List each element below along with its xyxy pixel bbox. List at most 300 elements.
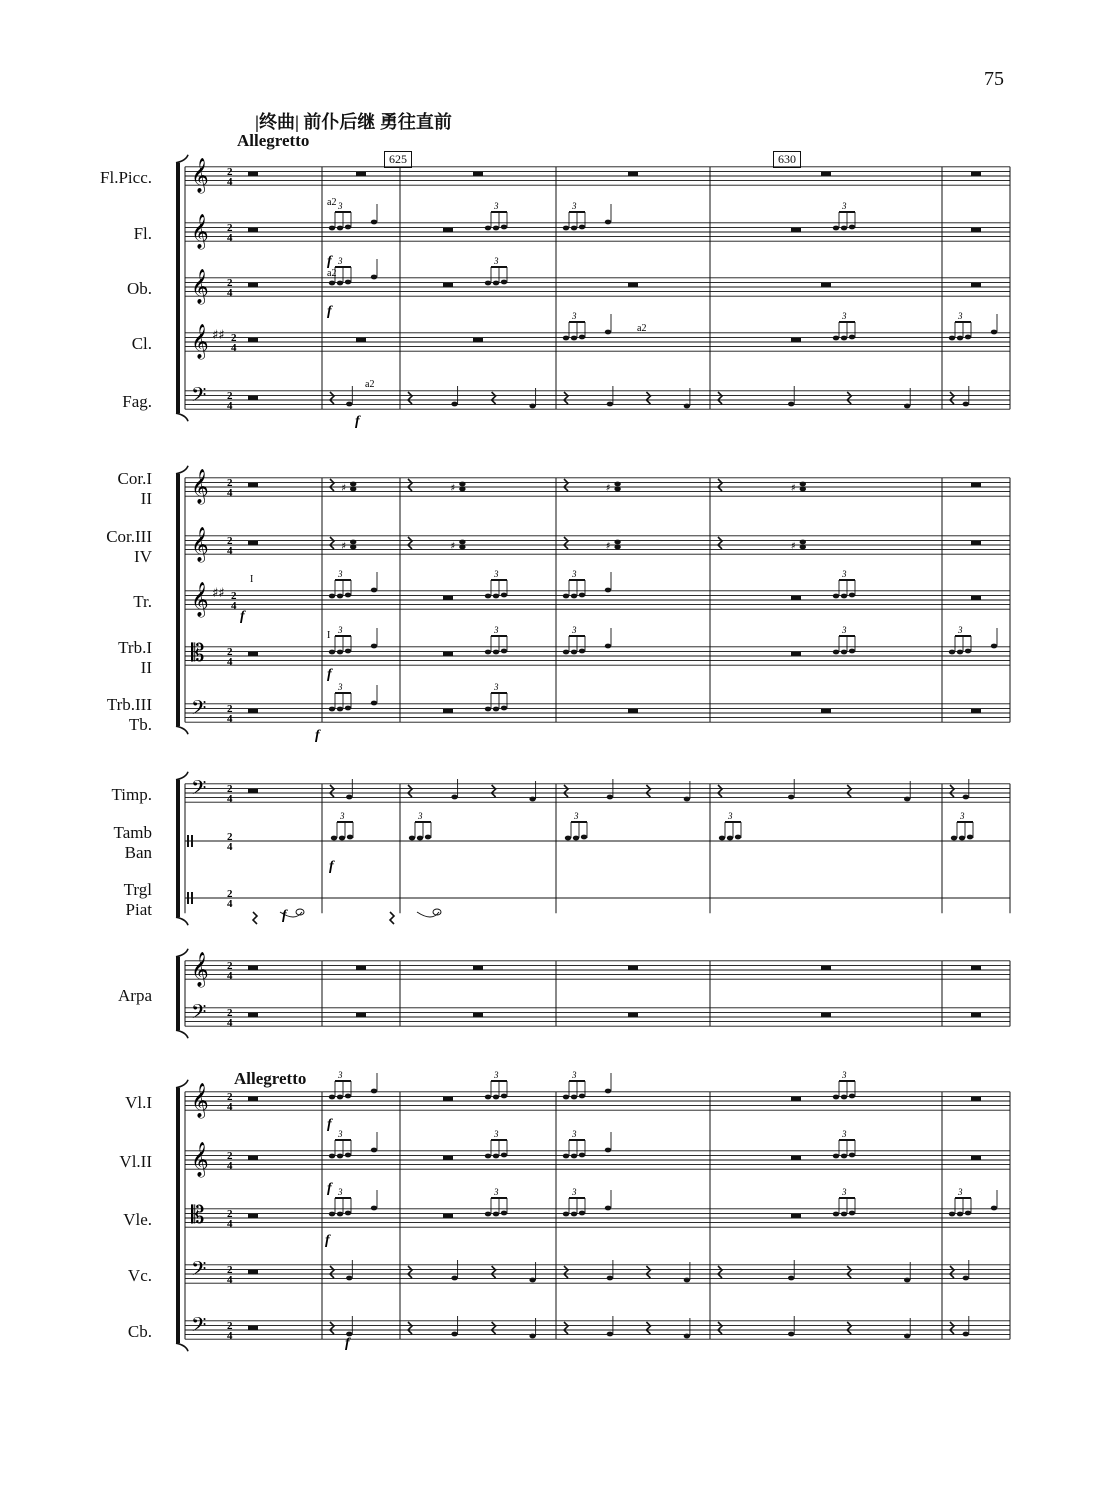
sharp-icon: ♯	[605, 483, 611, 494]
notehead	[337, 281, 343, 286]
quarter-rest-icon	[564, 392, 568, 404]
bracket-hook	[176, 155, 188, 163]
notehead	[727, 836, 733, 841]
notehead	[346, 402, 352, 407]
instrument-label-fag: Fag.	[122, 392, 152, 411]
whole-rest-icon	[971, 709, 981, 713]
quarter-rest-icon	[564, 537, 568, 549]
system-bracket	[176, 780, 180, 917]
quarter-rest-icon	[408, 1322, 412, 1334]
notehead	[459, 482, 465, 487]
notehead	[957, 650, 963, 655]
bass-clef-icon: 𝄢	[191, 383, 207, 411]
time-signature: 2	[227, 1320, 233, 1332]
triplet-mark: 3	[572, 201, 577, 211]
rehearsal-mark: 630	[773, 151, 801, 168]
notehead	[563, 1154, 569, 1159]
time-signature: 2	[227, 1208, 233, 1220]
notehead	[485, 226, 491, 231]
notehead	[485, 281, 491, 286]
dynamic-forte: f	[325, 1233, 330, 1248]
sharp-icon: ♯	[341, 483, 347, 494]
instrument-label-vle: Vle.	[123, 1210, 152, 1229]
instrument-label-trgl: Trgl Piat	[123, 880, 152, 919]
treble-clef-icon: 𝄞	[191, 214, 209, 249]
notehead	[849, 335, 855, 340]
quarter-rest-icon	[847, 1266, 851, 1278]
bracket-hook	[176, 466, 188, 474]
time-signature: 2	[227, 477, 233, 489]
notehead	[329, 707, 335, 712]
whole-rest-icon	[971, 541, 981, 545]
notehead	[788, 1276, 794, 1281]
quarter-rest-icon	[646, 1322, 650, 1334]
notehead	[849, 649, 855, 654]
whole-rest-icon	[443, 1097, 453, 1101]
notehead	[409, 836, 415, 841]
notehead	[800, 482, 806, 487]
notehead	[684, 1334, 690, 1339]
notehead	[329, 1154, 335, 1159]
notehead	[459, 540, 465, 545]
notehead	[451, 795, 457, 800]
notehead	[849, 1211, 855, 1216]
whole-rest-icon	[248, 283, 258, 287]
whole-rest-icon	[356, 1013, 366, 1017]
tempo-marking: Allegretto	[237, 131, 310, 150]
notehead	[579, 225, 585, 230]
triplet-mark: 3	[338, 569, 343, 579]
notehead	[493, 650, 499, 655]
whole-rest-icon	[443, 709, 453, 713]
notehead	[965, 335, 971, 340]
percussion-clef-icon	[191, 892, 193, 904]
solo-mark: I	[250, 574, 254, 585]
triplet-mark: 3	[572, 569, 577, 579]
time-signature: 2	[227, 1264, 233, 1276]
whole-rest-icon	[473, 172, 483, 176]
whole-rest-icon	[971, 172, 981, 176]
triplet-mark: 3	[494, 201, 499, 211]
time-signature: 2	[227, 277, 233, 289]
whole-rest-icon	[248, 966, 258, 970]
whole-rest-icon	[248, 541, 258, 545]
notehead	[571, 1095, 577, 1100]
notehead	[579, 1153, 585, 1158]
instrument-label-flpicc: Fl.Picc.	[100, 168, 152, 187]
notehead	[963, 1332, 969, 1337]
time-signature: 2	[231, 590, 237, 602]
whole-rest-icon	[971, 966, 981, 970]
notehead	[493, 707, 499, 712]
treble-clef-icon: 𝄞	[191, 469, 209, 504]
triplet-mark: 3	[572, 1129, 577, 1139]
notehead	[841, 1154, 847, 1159]
time-signature: 4	[227, 287, 233, 299]
triplet-mark: 3	[494, 1070, 499, 1080]
notehead	[337, 1095, 343, 1100]
notehead	[571, 336, 577, 341]
notehead	[833, 650, 839, 655]
whole-rest-icon	[791, 228, 801, 232]
notehead	[371, 588, 377, 593]
triplet-mark: 3	[728, 811, 733, 821]
percussion-clef-icon	[191, 835, 193, 847]
triplet-mark: 3	[842, 201, 847, 211]
tempo-marking-strings: Allegretto	[234, 1069, 307, 1088]
time-signature: 4	[227, 1101, 233, 1113]
treble-clef-icon: 𝄞	[191, 324, 209, 359]
alto-clef-icon: 𝄡	[191, 639, 205, 667]
whole-rest-icon	[971, 596, 981, 600]
instrument-label-vl2: Vl.II	[119, 1152, 152, 1171]
notehead	[605, 644, 611, 649]
notehead	[614, 482, 620, 487]
instrument-label-cor1: Cor.I II	[117, 469, 152, 508]
percussion-clef-icon	[187, 892, 189, 904]
time-signature: 4	[227, 1218, 233, 1230]
notehead	[337, 1212, 343, 1217]
notehead	[329, 226, 335, 231]
time-signature: 2	[227, 703, 233, 715]
whole-rest-icon	[971, 1097, 981, 1101]
notehead	[841, 226, 847, 231]
notehead	[563, 1095, 569, 1100]
dynamic-forte: f	[327, 1181, 332, 1196]
notehead	[605, 1089, 611, 1094]
notehead	[529, 797, 535, 802]
triplet-mark: 3	[494, 682, 499, 692]
whole-rest-icon	[248, 789, 258, 793]
notehead	[951, 836, 957, 841]
triplet-mark: 3	[842, 1129, 847, 1139]
quarter-rest-icon	[718, 479, 722, 491]
notehead	[563, 336, 569, 341]
time-signature: 2	[227, 535, 233, 547]
notehead	[345, 1094, 351, 1099]
time-signature: 2	[227, 646, 233, 658]
notehead	[350, 545, 356, 550]
notehead	[345, 593, 351, 598]
notehead	[493, 1095, 499, 1100]
time-signature: 4	[227, 656, 233, 668]
triplet-mark: 3	[494, 1187, 499, 1197]
time-signature: 2	[227, 166, 233, 178]
notehead	[963, 795, 969, 800]
notehead	[346, 795, 352, 800]
notehead	[605, 1148, 611, 1153]
triplet-mark: 3	[338, 1129, 343, 1139]
notehead	[581, 835, 587, 840]
notehead	[579, 649, 585, 654]
notehead	[347, 835, 353, 840]
quarter-rest-icon	[718, 785, 722, 797]
dynamic-forte: f	[315, 728, 320, 743]
bracket-hook	[176, 772, 188, 780]
whole-rest-icon	[443, 652, 453, 656]
notehead	[904, 797, 910, 802]
notehead	[459, 545, 465, 550]
triplet-mark: 3	[842, 1070, 847, 1080]
divisi-mark: a2	[365, 379, 375, 390]
triplet-mark: 3	[842, 625, 847, 635]
notehead	[329, 594, 335, 599]
whole-rest-icon	[443, 228, 453, 232]
notehead	[563, 226, 569, 231]
whole-rest-icon	[791, 1097, 801, 1101]
whole-rest-icon	[821, 283, 831, 287]
notehead	[904, 1334, 910, 1339]
whole-rest-icon	[821, 709, 831, 713]
time-signature: 2	[227, 1091, 233, 1103]
bass-clef-icon: 𝄢	[191, 1313, 207, 1341]
notehead	[451, 402, 457, 407]
time-signature: 2	[227, 831, 233, 843]
notehead	[485, 1154, 491, 1159]
notehead	[529, 404, 535, 409]
notehead	[501, 706, 507, 711]
instrument-label-cb: Cb.	[127, 1322, 152, 1341]
notehead	[959, 836, 965, 841]
notehead	[571, 226, 577, 231]
notehead	[571, 650, 577, 655]
whole-rest-icon	[248, 1013, 258, 1017]
whole-rest-icon	[248, 1214, 258, 1218]
notehead	[849, 225, 855, 230]
quarter-rest-icon	[492, 1266, 496, 1278]
instrument-label-cor3: Cor.III IV	[106, 527, 152, 566]
notehead	[841, 594, 847, 599]
bracket-hook	[176, 1080, 188, 1088]
instrument-label-arpa: Arpa	[118, 986, 152, 1005]
whole-rest-icon	[473, 338, 483, 342]
time-signature: 2	[227, 1150, 233, 1162]
sharp-icon: ♯	[790, 541, 796, 552]
notehead	[563, 594, 569, 599]
triplet-mark: 3	[572, 1187, 577, 1197]
whole-rest-icon	[356, 338, 366, 342]
quarter-rest-icon	[718, 1266, 722, 1278]
notehead	[493, 281, 499, 286]
quarter-rest-icon	[408, 479, 412, 491]
notehead	[949, 1212, 955, 1217]
notehead	[957, 336, 963, 341]
notehead	[991, 330, 997, 335]
treble-clef-icon: 𝄞	[191, 269, 209, 304]
dynamic-forte: f	[329, 859, 334, 874]
quarter-rest-icon	[646, 392, 650, 404]
notehead	[345, 1211, 351, 1216]
whole-rest-icon	[248, 709, 258, 713]
notehead	[371, 220, 377, 225]
notehead	[965, 649, 971, 654]
quarter-rest-icon	[718, 1322, 722, 1334]
quarter-rest-icon	[390, 912, 394, 924]
triplet-mark: 3	[338, 1070, 343, 1080]
alto-clef-icon: 𝄡	[191, 1201, 205, 1229]
quarter-rest-icon	[330, 1266, 334, 1278]
quarter-rest-icon	[950, 392, 954, 404]
whole-rest-icon	[248, 1270, 258, 1274]
notehead	[605, 220, 611, 225]
triplet-mark: 3	[494, 256, 499, 266]
time-signature: 2	[227, 222, 233, 234]
whole-rest-icon	[248, 1097, 258, 1101]
system-bracket	[176, 957, 180, 1030]
notehead	[485, 1212, 491, 1217]
quarter-rest-icon	[253, 912, 257, 924]
notehead	[904, 1278, 910, 1283]
triplet-mark: 3	[574, 811, 579, 821]
notehead	[565, 836, 571, 841]
notehead	[788, 1332, 794, 1337]
sharp-icon: ♯	[341, 541, 347, 552]
notehead	[501, 280, 507, 285]
instrument-label-trb1: Trb.I II	[118, 638, 152, 677]
triplet-mark: 3	[958, 625, 963, 635]
rehearsal-mark: 625	[384, 151, 412, 168]
bracket-hook	[176, 917, 188, 925]
whole-rest-icon	[821, 966, 831, 970]
movement-title: |终曲| 前仆后继 勇往直前	[255, 112, 452, 132]
quarter-rest-icon	[330, 392, 334, 404]
whole-rest-icon	[443, 596, 453, 600]
quarter-rest-icon	[408, 1266, 412, 1278]
time-signature: 2	[227, 783, 233, 795]
triplet-mark: 3	[418, 811, 423, 821]
quarter-rest-icon	[718, 392, 722, 404]
notehead	[331, 836, 337, 841]
notehead	[800, 540, 806, 545]
whole-rest-icon	[791, 652, 801, 656]
notehead	[529, 1278, 535, 1283]
notehead	[849, 1153, 855, 1158]
system-bracket	[176, 1088, 180, 1343]
notehead	[967, 835, 973, 840]
notehead	[371, 275, 377, 280]
whole-rest-icon	[248, 483, 258, 487]
time-signature: 4	[227, 793, 233, 805]
quarter-rest-icon	[564, 1266, 568, 1278]
time-signature: 4	[227, 1274, 233, 1286]
whole-rest-icon	[248, 228, 258, 232]
quarter-rest-icon	[408, 537, 412, 549]
whole-rest-icon	[628, 966, 638, 970]
notehead	[501, 225, 507, 230]
bass-clef-icon: 𝄢	[191, 1000, 207, 1028]
notehead	[963, 1276, 969, 1281]
sharp-icon: ♯	[450, 541, 456, 552]
notehead	[493, 1154, 499, 1159]
whole-rest-icon	[821, 172, 831, 176]
notehead	[345, 280, 351, 285]
notehead	[339, 836, 345, 841]
notehead	[788, 402, 794, 407]
quarter-rest-icon	[847, 1322, 851, 1334]
notehead	[684, 797, 690, 802]
triplet-mark: 3	[958, 311, 963, 321]
notehead	[841, 336, 847, 341]
notehead	[800, 545, 806, 550]
notehead	[329, 650, 335, 655]
notehead	[614, 487, 620, 492]
notehead	[607, 402, 613, 407]
notehead	[949, 336, 955, 341]
quarter-rest-icon	[950, 1266, 954, 1278]
notehead	[607, 1332, 613, 1337]
treble-clef-icon: 𝄞	[191, 582, 209, 617]
dynamic-forte: f	[240, 609, 245, 624]
notehead	[571, 1212, 577, 1217]
quarter-rest-icon	[408, 785, 412, 797]
time-signature: 4	[227, 841, 233, 853]
treble-clef-icon: 𝄞	[191, 952, 209, 987]
notehead	[579, 1094, 585, 1099]
time-signature: 2	[227, 960, 233, 972]
quarter-rest-icon	[950, 1322, 954, 1334]
notehead	[493, 1212, 499, 1217]
time-signature: 2	[231, 332, 237, 344]
divisi-mark: a2	[327, 197, 337, 208]
dynamic-forte: f	[327, 254, 332, 269]
dynamic-forte: f	[327, 304, 332, 319]
notehead	[337, 650, 343, 655]
whole-rest-icon	[248, 172, 258, 176]
triplet-mark: 3	[842, 311, 847, 321]
time-signature: 4	[227, 487, 233, 499]
notehead	[371, 1148, 377, 1153]
whole-rest-icon	[628, 709, 638, 713]
quarter-rest-icon	[564, 785, 568, 797]
notehead	[485, 594, 491, 599]
whole-rest-icon	[628, 1013, 638, 1017]
triplet-mark: 3	[572, 311, 577, 321]
notehead	[451, 1332, 457, 1337]
quarter-rest-icon	[408, 392, 412, 404]
bracket-hook	[176, 413, 188, 421]
instrument-label-trb3: Trb.III Tb.	[106, 695, 152, 734]
triplet-mark: 3	[960, 811, 965, 821]
whole-rest-icon	[791, 1156, 801, 1160]
notehead	[345, 1153, 351, 1158]
instrument-label-timp: Timp.	[111, 785, 152, 804]
triplet-mark: 3	[494, 625, 499, 635]
notehead	[614, 545, 620, 550]
notehead	[485, 1095, 491, 1100]
time-signature: 4	[227, 970, 233, 982]
whole-rest-icon	[248, 1326, 258, 1330]
sharp-icon: ♯	[605, 541, 611, 552]
bracket-hook	[176, 726, 188, 734]
notehead	[833, 336, 839, 341]
quarter-rest-icon	[646, 1266, 650, 1278]
divisi-mark: a2	[327, 268, 337, 279]
time-signature: 4	[227, 545, 233, 557]
whole-rest-icon	[971, 1013, 981, 1017]
notehead	[563, 650, 569, 655]
dynamic-forte: f	[355, 414, 360, 429]
notehead	[337, 594, 343, 599]
time-signature: 4	[231, 600, 237, 612]
sharp-icon: ♯	[450, 483, 456, 494]
notehead	[579, 593, 585, 598]
quarter-rest-icon	[492, 1322, 496, 1334]
quarter-rest-icon	[950, 785, 954, 797]
instrument-label-cl: Cl.	[131, 334, 152, 353]
whole-rest-icon	[971, 228, 981, 232]
notehead	[841, 1212, 847, 1217]
notehead	[350, 487, 356, 492]
